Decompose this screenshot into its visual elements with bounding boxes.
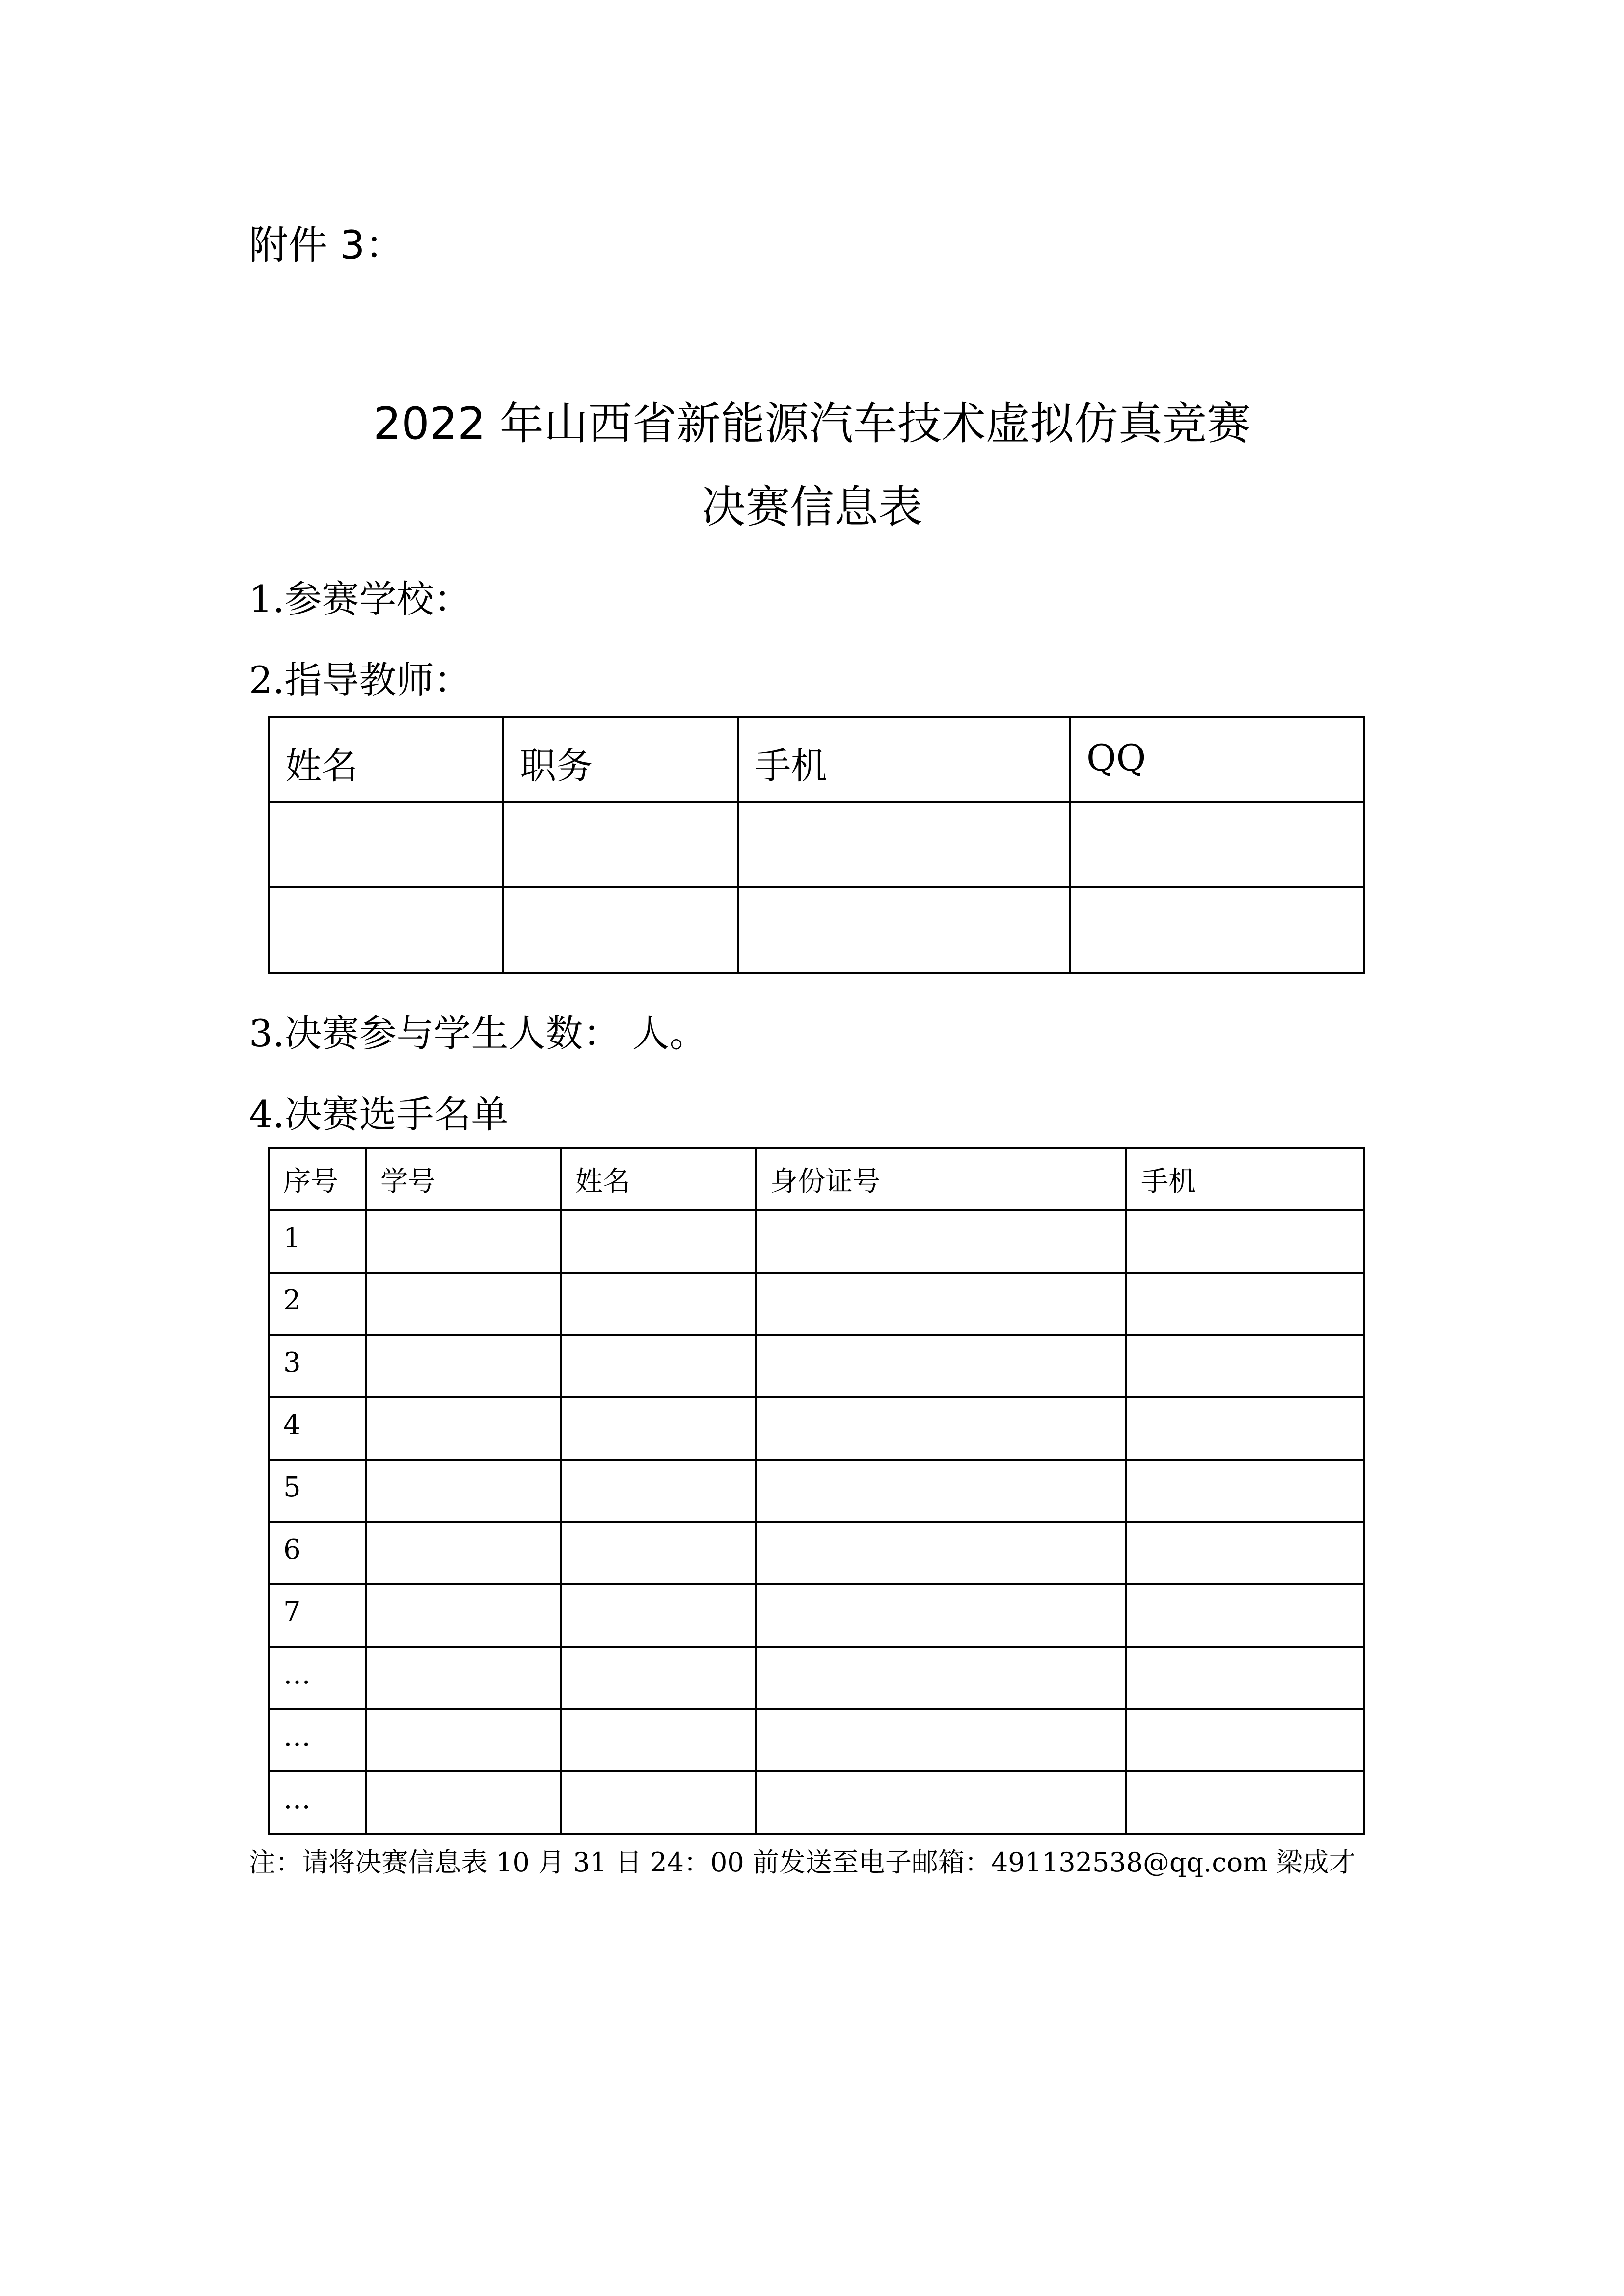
student-cell: 6: [269, 1522, 366, 1584]
table-row: [269, 887, 1364, 973]
student-cell: [756, 1709, 1126, 1771]
student-cell: [1126, 1460, 1364, 1522]
student-cell: [366, 1210, 561, 1273]
table-row: [269, 1771, 1364, 1834]
item-school: 1.参赛学校：: [249, 577, 471, 621]
student-header-cell: 姓名: [561, 1148, 756, 1210]
table-row: [269, 1397, 1364, 1460]
attachment-label: 附件 3：: [249, 222, 405, 268]
student-cell: [1126, 1273, 1364, 1335]
student-header-cell: 序号: [269, 1148, 366, 1210]
student-cell: [1126, 1709, 1364, 1771]
student-cell: …: [269, 1709, 366, 1771]
table-row: [269, 1647, 1364, 1709]
student-cell: [366, 1647, 561, 1709]
student-header-cell: 学号: [366, 1148, 561, 1210]
student-cell: [561, 1522, 756, 1584]
student-cell: [1126, 1771, 1364, 1834]
student-cell: [756, 1273, 1126, 1335]
table-row: [269, 1522, 1364, 1584]
student-cell: …: [269, 1647, 366, 1709]
teacher-cell: [738, 887, 1070, 973]
table-row: [269, 1460, 1364, 1522]
student-cell: 7: [269, 1584, 366, 1647]
table-row: [269, 1210, 1364, 1273]
teacher-cell: [503, 802, 738, 887]
teacher-table: [268, 716, 1365, 974]
item-teachers: 2.指导教师：: [249, 658, 471, 702]
student-cell: [366, 1397, 561, 1460]
student-cell: [366, 1273, 561, 1335]
teacher-header-cell: 手机: [738, 717, 1070, 802]
teacher-cell: [1070, 887, 1364, 973]
student-cell: [366, 1460, 561, 1522]
student-cell: [366, 1335, 561, 1397]
student-cell: [756, 1210, 1126, 1273]
student-cell: 4: [269, 1397, 366, 1460]
teacher-cell: [269, 802, 503, 887]
student-cell: [366, 1522, 561, 1584]
student-cell: [756, 1335, 1126, 1397]
student-header-row: [269, 1148, 1364, 1210]
teacher-cell: [269, 887, 503, 973]
student-cell: [756, 1584, 1126, 1647]
student-cell: [561, 1397, 756, 1460]
student-cell: [1126, 1397, 1364, 1460]
student-cell: [561, 1709, 756, 1771]
student-cell: 2: [269, 1273, 366, 1335]
page-subtitle: 决赛信息表: [702, 481, 922, 533]
table-row: [269, 1273, 1364, 1335]
item-student-list: 4.决赛选手名单: [249, 1093, 509, 1136]
table-row: [269, 802, 1364, 887]
teacher-header-cell: QQ: [1070, 717, 1364, 802]
student-table: [268, 1147, 1365, 1835]
student-cell: [1126, 1584, 1364, 1647]
student-header-cell: 身份证号: [756, 1148, 1126, 1210]
page-title: 2022 年山西省新能源汽车技术虚拟仿真竞赛: [373, 398, 1251, 450]
student-cell: [561, 1460, 756, 1522]
student-cell: [561, 1584, 756, 1647]
table-row: [269, 1335, 1364, 1397]
student-cell: 1: [269, 1210, 366, 1273]
student-cell: [366, 1771, 561, 1834]
student-cell: [1126, 1647, 1364, 1709]
footnote: 注：请将决赛信息表 10 月 31 日 24：00 前发送至电子邮箱：491132538@qq.com 梁成才: [249, 1847, 1356, 1878]
table-row: [269, 1584, 1364, 1647]
student-cell: [1126, 1335, 1364, 1397]
student-cell: [366, 1584, 561, 1647]
student-cell: [561, 1273, 756, 1335]
teacher-header-row: [269, 717, 1364, 802]
item-student-count: 3.决赛参与学生人数： 人。: [249, 1012, 707, 1055]
student-cell: [756, 1460, 1126, 1522]
teacher-header-cell: 姓名: [269, 717, 503, 802]
student-cell: …: [269, 1771, 366, 1834]
student-cell: [1126, 1522, 1364, 1584]
student-header-cell: 手机: [1126, 1148, 1364, 1210]
table-row: [269, 1709, 1364, 1771]
student-cell: [561, 1210, 756, 1273]
teacher-header-cell: 职务: [503, 717, 738, 802]
student-cell: [756, 1522, 1126, 1584]
student-cell: 3: [269, 1335, 366, 1397]
student-cell: [561, 1335, 756, 1397]
student-cell: [756, 1647, 1126, 1709]
teacher-cell: [503, 887, 738, 973]
student-cell: [756, 1397, 1126, 1460]
student-cell: [756, 1771, 1126, 1834]
student-cell: [561, 1771, 756, 1834]
student-cell: 5: [269, 1460, 366, 1522]
student-cell: [1126, 1210, 1364, 1273]
teacher-cell: [1070, 802, 1364, 887]
student-cell: [366, 1709, 561, 1771]
student-cell: [561, 1647, 756, 1709]
teacher-cell: [738, 802, 1070, 887]
